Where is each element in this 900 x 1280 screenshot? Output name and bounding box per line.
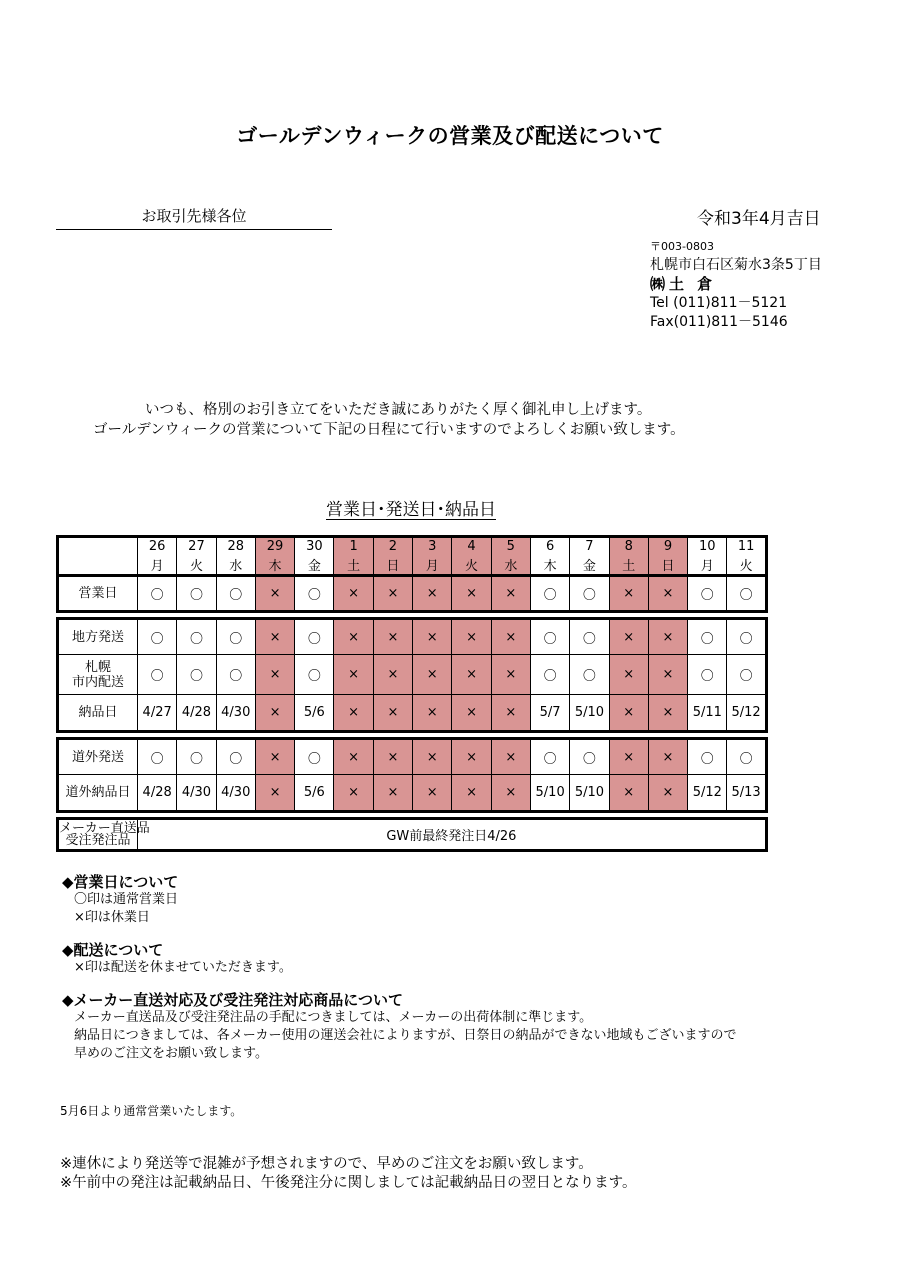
- schedule-cell: 5/11: [688, 695, 727, 732]
- footer-line: ※午前中の発注は記載納品日、午後発注分に関しましては記載納品日の翌日となります。: [60, 1175, 637, 1191]
- schedule-cell: 〇: [530, 739, 569, 775]
- weekday-cell: 木: [530, 555, 569, 576]
- weekday-cell: 日: [648, 555, 687, 576]
- schedule-cell: ×: [413, 739, 452, 775]
- day-number-cell: 2: [373, 537, 412, 556]
- schedule-cell: 〇: [138, 619, 177, 655]
- schedule-cell: 4/28: [177, 695, 216, 732]
- schedule-cell: ×: [609, 576, 648, 612]
- day-number-cell: 7: [570, 537, 609, 556]
- weekday-cell: 月: [688, 555, 727, 576]
- schedule-cell: ×: [452, 739, 491, 775]
- schedule-cell: ×: [609, 739, 648, 775]
- sender-zip: 〒003-0803: [650, 240, 714, 253]
- note-heading: ◆メーカー直送対応及び受注発注対応商品について: [62, 991, 403, 1009]
- day-number-cell: 1: [334, 537, 373, 556]
- note-block: [62, 991, 736, 1063]
- day-number-cell: 6: [530, 537, 569, 556]
- weekday-cell: 水: [491, 555, 530, 576]
- schedule-cell: 5/12: [688, 775, 727, 812]
- weekday-cell: 金: [295, 555, 334, 576]
- schedule-row: [58, 739, 767, 775]
- schedule-cell: 5/10: [570, 695, 609, 732]
- note-heading: ◆営業日について: [62, 873, 179, 891]
- schedule-cell: 4/30: [216, 775, 255, 812]
- section-gap: [58, 812, 767, 819]
- footer-notes: [60, 1155, 637, 1193]
- notes-section: [62, 873, 736, 1077]
- schedule-cell: 〇: [688, 655, 727, 695]
- sender-fax: Fax(011)811－5146: [650, 314, 788, 330]
- note-heading: ◆配送について: [62, 941, 164, 959]
- schedule-cell: ×: [334, 739, 373, 775]
- schedule-cell: 〇: [138, 655, 177, 695]
- schedule-table-wrap: [56, 535, 765, 852]
- schedule-cell: 〇: [177, 619, 216, 655]
- schedule-cell: 〇: [177, 576, 216, 612]
- note-block: [62, 941, 736, 977]
- section-gap: [58, 612, 767, 619]
- schedule-row: [58, 695, 767, 732]
- schedule-cell: ×: [609, 775, 648, 812]
- greeting-line-2: ゴールデンウィークの営業について下記の日程にて行いますのでよろしくお願い致します。: [93, 422, 685, 438]
- schedule-cell: 〇: [295, 576, 334, 612]
- day-number-cell: 8: [609, 537, 648, 556]
- row-label: 札幌 市内配送: [58, 655, 138, 695]
- document-title: ゴールデンウィークの営業及び配送について: [236, 124, 664, 148]
- row-label: 営業日: [58, 576, 138, 612]
- schedule-cell: ×: [648, 775, 687, 812]
- footer-line: ※連休により発送等で混雑が予想されますので、早めのご注文をお願い致します。: [60, 1156, 593, 1172]
- weekday-cell: 火: [177, 555, 216, 576]
- schedule-cell: 5/10: [570, 775, 609, 812]
- schedule-cell: 〇: [295, 619, 334, 655]
- schedule-cell: ×: [413, 695, 452, 732]
- schedule-cell: ×: [452, 655, 491, 695]
- schedule-cell: ×: [648, 576, 687, 612]
- weekday-cell: 火: [452, 555, 491, 576]
- schedule-cell: ×: [648, 739, 687, 775]
- schedule-cell: ×: [648, 655, 687, 695]
- schedule-cell: 〇: [688, 739, 727, 775]
- schedule-cell: 〇: [570, 655, 609, 695]
- addressee: お取引先様各位: [56, 205, 332, 230]
- day-number-cell: 5: [491, 537, 530, 556]
- schedule-cell: ×: [255, 619, 294, 655]
- section-gap-cell: [58, 732, 767, 739]
- schedule-cell: 〇: [727, 655, 766, 695]
- schedule-cell: ×: [648, 619, 687, 655]
- maker-row-label: メーカー直送品 受注発注品: [58, 819, 138, 851]
- schedule-cell: 5/12: [727, 695, 766, 732]
- schedule-cell: ×: [255, 655, 294, 695]
- day-number-cell: 3: [413, 537, 452, 556]
- schedule-cell: 〇: [138, 576, 177, 612]
- schedule-cell: ×: [491, 619, 530, 655]
- schedule-cell: ×: [609, 655, 648, 695]
- note-item: ×印は配送を休ませていただきます。: [74, 960, 292, 975]
- sender-address: 札幌市白石区菊水3条5丁目: [650, 257, 822, 273]
- schedule-cell: ×: [452, 576, 491, 612]
- schedule-cell: 4/30: [177, 775, 216, 812]
- schedule-cell: 〇: [216, 576, 255, 612]
- weekday-row: [58, 555, 767, 576]
- day-number-cell: 29: [255, 537, 294, 556]
- greeting: [0, 400, 900, 440]
- day-number-cell: 28: [216, 537, 255, 556]
- schedule-cell: ×: [373, 655, 412, 695]
- schedule-cell: ×: [373, 775, 412, 812]
- schedule-cell: ×: [373, 576, 412, 612]
- schedule-cell: 〇: [570, 619, 609, 655]
- schedule-cell: 〇: [530, 655, 569, 695]
- weekday-cell: 金: [570, 555, 609, 576]
- schedule-cell: ×: [609, 695, 648, 732]
- schedule-cell: ×: [255, 576, 294, 612]
- schedule-row: [58, 619, 767, 655]
- maker-row: [58, 819, 767, 851]
- sender-company: ㈱土 倉: [650, 275, 717, 293]
- day-number-cell: 30: [295, 537, 334, 556]
- schedule-cell: ×: [491, 576, 530, 612]
- schedule-cell: 〇: [727, 619, 766, 655]
- weekday-cell: 土: [334, 555, 373, 576]
- schedule-cell: ×: [373, 695, 412, 732]
- schedule-cell: ×: [255, 695, 294, 732]
- schedule-cell: 〇: [570, 576, 609, 612]
- schedule-cell: ×: [648, 695, 687, 732]
- day-number-cell: 26: [138, 537, 177, 556]
- schedule-cell: 〇: [177, 655, 216, 695]
- schedule-cell: 〇: [177, 739, 216, 775]
- day-number-cell: 9: [648, 537, 687, 556]
- schedule-cell: 〇: [727, 576, 766, 612]
- sender-block: [650, 237, 822, 332]
- schedule-cell: ×: [413, 619, 452, 655]
- schedule-cell: ×: [373, 739, 412, 775]
- schedule-cell: ×: [491, 655, 530, 695]
- weekday-cell: 土: [609, 555, 648, 576]
- note-item: メーカー直送品及び受注発注品の手配につきましては、メーカーの出荷体制に準じます。: [74, 1010, 593, 1025]
- note-item: ×印は休業日: [74, 910, 150, 925]
- schedule-cell: 4/30: [216, 695, 255, 732]
- schedule-cell: ×: [373, 619, 412, 655]
- schedule-cell: 4/27: [138, 695, 177, 732]
- day-number-cell: 27: [177, 537, 216, 556]
- schedule-cell: ×: [452, 619, 491, 655]
- schedule-cell: ×: [413, 576, 452, 612]
- schedule-cell: 〇: [295, 739, 334, 775]
- weekday-cell: 日: [373, 555, 412, 576]
- greeting-line-1: いつも、格別のお引き立てをいただき誠にありがたく厚く御礼申し上げます。: [145, 402, 652, 418]
- weekday-cell: 月: [138, 555, 177, 576]
- schedule-row: [58, 775, 767, 812]
- schedule-cell: ×: [255, 775, 294, 812]
- day-number-cell: 11: [727, 537, 766, 556]
- schedule-cell: 〇: [570, 739, 609, 775]
- schedule-cell: 〇: [295, 655, 334, 695]
- weekday-cell: 木: [255, 555, 294, 576]
- schedule-cell: ×: [452, 775, 491, 812]
- schedule-cell: 〇: [138, 739, 177, 775]
- schedule-cell: 5/6: [295, 775, 334, 812]
- schedule-cell: ×: [491, 739, 530, 775]
- weekday-cell: 月: [413, 555, 452, 576]
- section-gap-cell: [58, 612, 767, 619]
- schedule-cell: 〇: [727, 739, 766, 775]
- schedule-cell: ×: [334, 775, 373, 812]
- day-number-cell: 10: [688, 537, 727, 556]
- schedule-cell: ×: [334, 695, 373, 732]
- row-label: 地方発送: [58, 619, 138, 655]
- schedule-cell: ×: [491, 775, 530, 812]
- issue-date: 令和3年4月吉日: [697, 209, 821, 229]
- schedule-row: [58, 655, 767, 695]
- schedule-cell: 4/28: [138, 775, 177, 812]
- corner-cell: [58, 537, 138, 576]
- section-gap-cell: [58, 812, 767, 819]
- schedule-cell: 〇: [530, 576, 569, 612]
- row-label: 道外納品日: [58, 775, 138, 812]
- row-label: 道外発送: [58, 739, 138, 775]
- weekday-cell: 水: [216, 555, 255, 576]
- section-gap: [58, 732, 767, 739]
- schedule-cell: ×: [413, 655, 452, 695]
- schedule-cell: 〇: [688, 576, 727, 612]
- schedule-cell: 〇: [688, 619, 727, 655]
- schedule-cell: 〇: [530, 619, 569, 655]
- schedule-row: [58, 576, 767, 612]
- maker-row-text: GW前最終発注日4/26: [138, 819, 767, 851]
- schedule-cell: ×: [452, 695, 491, 732]
- schedule-title: 営業日･発送日･納品日: [326, 500, 496, 520]
- schedule-cell: ×: [334, 619, 373, 655]
- schedule-cell: 5/13: [727, 775, 766, 812]
- resume-notice: 5月6日より通常営業いたします。: [60, 1104, 243, 1118]
- schedule-cell: 5/7: [530, 695, 569, 732]
- note-item: 早めのご注文をお願い致します。: [74, 1046, 268, 1061]
- date-number-row: [58, 537, 767, 556]
- schedule-table: [56, 535, 768, 852]
- schedule-cell: ×: [334, 655, 373, 695]
- schedule-cell: ×: [609, 619, 648, 655]
- row-label: 納品日: [58, 695, 138, 732]
- note-item: 納品日につきましては、各メーカー使用の運送会社によりますが、日祭日の納品ができない地域もございますので: [74, 1028, 737, 1043]
- schedule-cell: 〇: [216, 655, 255, 695]
- note-item: 〇印は通常営業日: [74, 892, 179, 907]
- schedule-cell: ×: [413, 775, 452, 812]
- note-block: [62, 873, 736, 927]
- schedule-cell: ×: [334, 576, 373, 612]
- schedule-cell: ×: [255, 739, 294, 775]
- schedule-cell: ×: [491, 695, 530, 732]
- schedule-cell: 5/6: [295, 695, 334, 732]
- schedule-cell: 5/10: [530, 775, 569, 812]
- schedule-cell: 〇: [216, 619, 255, 655]
- sender-tel: Tel (011)811－5121: [650, 295, 788, 311]
- schedule-cell: 〇: [216, 739, 255, 775]
- weekday-cell: 火: [727, 555, 766, 576]
- day-number-cell: 4: [452, 537, 491, 556]
